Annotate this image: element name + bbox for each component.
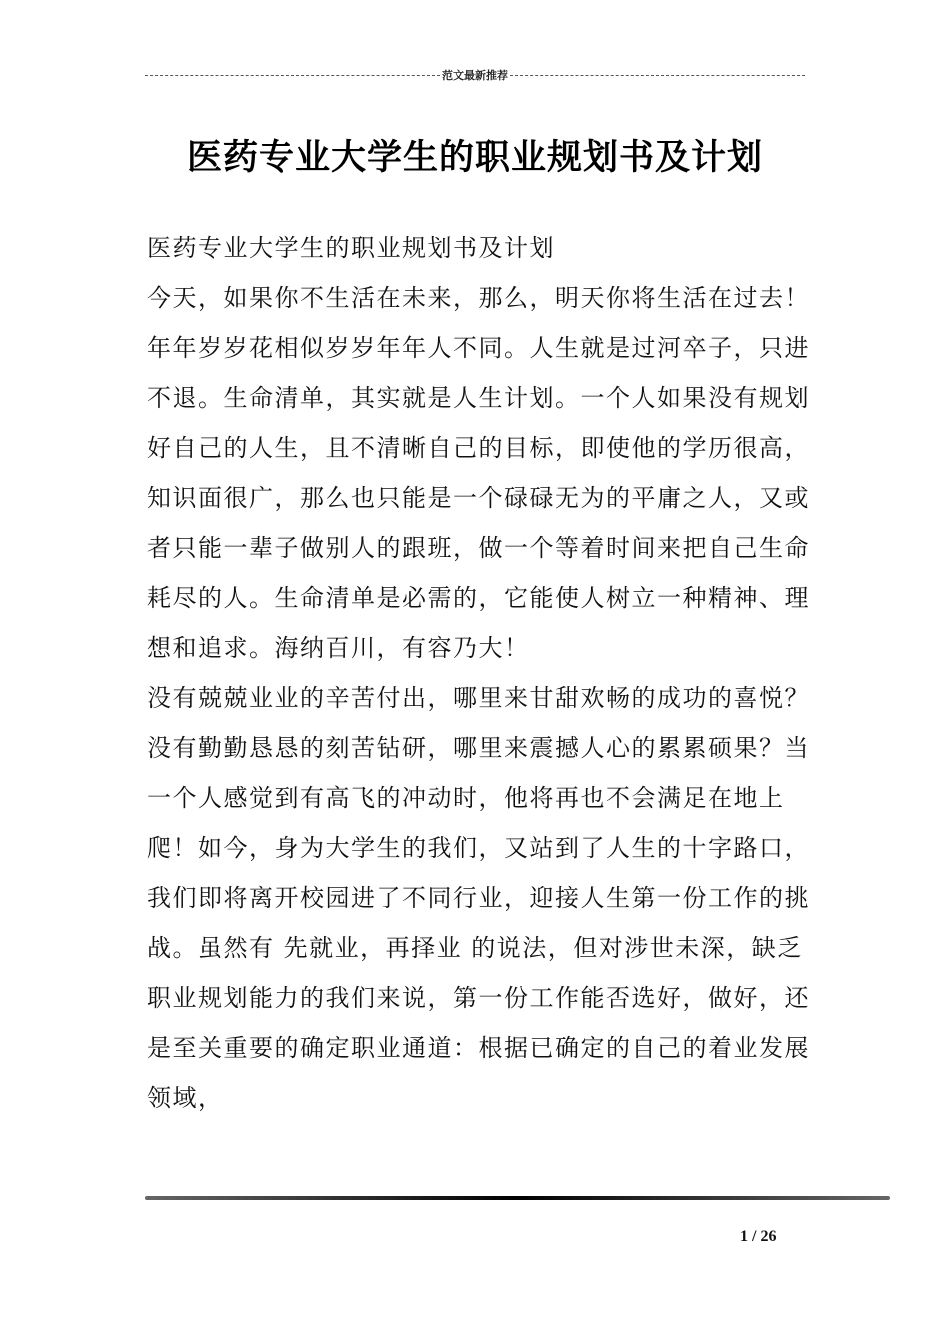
header-dash-left (145, 75, 440, 76)
header-label: 范文最新推荐 (442, 69, 508, 82)
paragraph-subtitle: 医药专业大学生的职业规划书及计划 (147, 234, 555, 262)
page-number: 1 / 26 (740, 1228, 777, 1245)
footer-rule (145, 1196, 890, 1200)
paragraph: 今天，如果你不生活在未来，那么，明天你将生活在过去！年年岁岁花相似岁岁年年人不同。人生就是过河卒子，只进不退。生命清单，其实就是人生计划。一个人如果没有规划好自己的人生，且不清晰自己的目标，即使他的学历很高，知识面很广，那么也只能是一个碌碌无为的平庸之人，又或者只能一辈子做别人的跟班，做一个等着时间来把自己生命耗尽的人。生命清单是必需的，它能使人树立一种精神、理想和追求。海纳百川，有容乃大！ (147, 284, 810, 662)
header-dash-right (510, 75, 805, 76)
document-body (147, 223, 822, 1123)
paragraph: 没有兢兢业业的辛苦付出，哪里来甘甜欢畅的成功的喜悦？ 没有勤勤恳恳的刻苦钻研，哪里来震撼人心的累累硕果？当一个人感觉到有高飞的冲动时，他将再也不会满足在地上爬！如今，身为大学生的我们，又站到了人生的十字路口，我们即将离开校园进了不同行业，迎接人生第一份工作的挑战。虽然有 先就业，再择业 的说法，但对涉世未深，缺乏职业规划能力的我们来说，第一份工作能否选好，做好，还是至关重要的确定职业通道：根据已确定的自己的着业发展领域， (147, 684, 810, 1112)
header-rule (145, 68, 805, 82)
page-title: 医药专业大学生的职业规划书及计划 (186, 138, 763, 178)
